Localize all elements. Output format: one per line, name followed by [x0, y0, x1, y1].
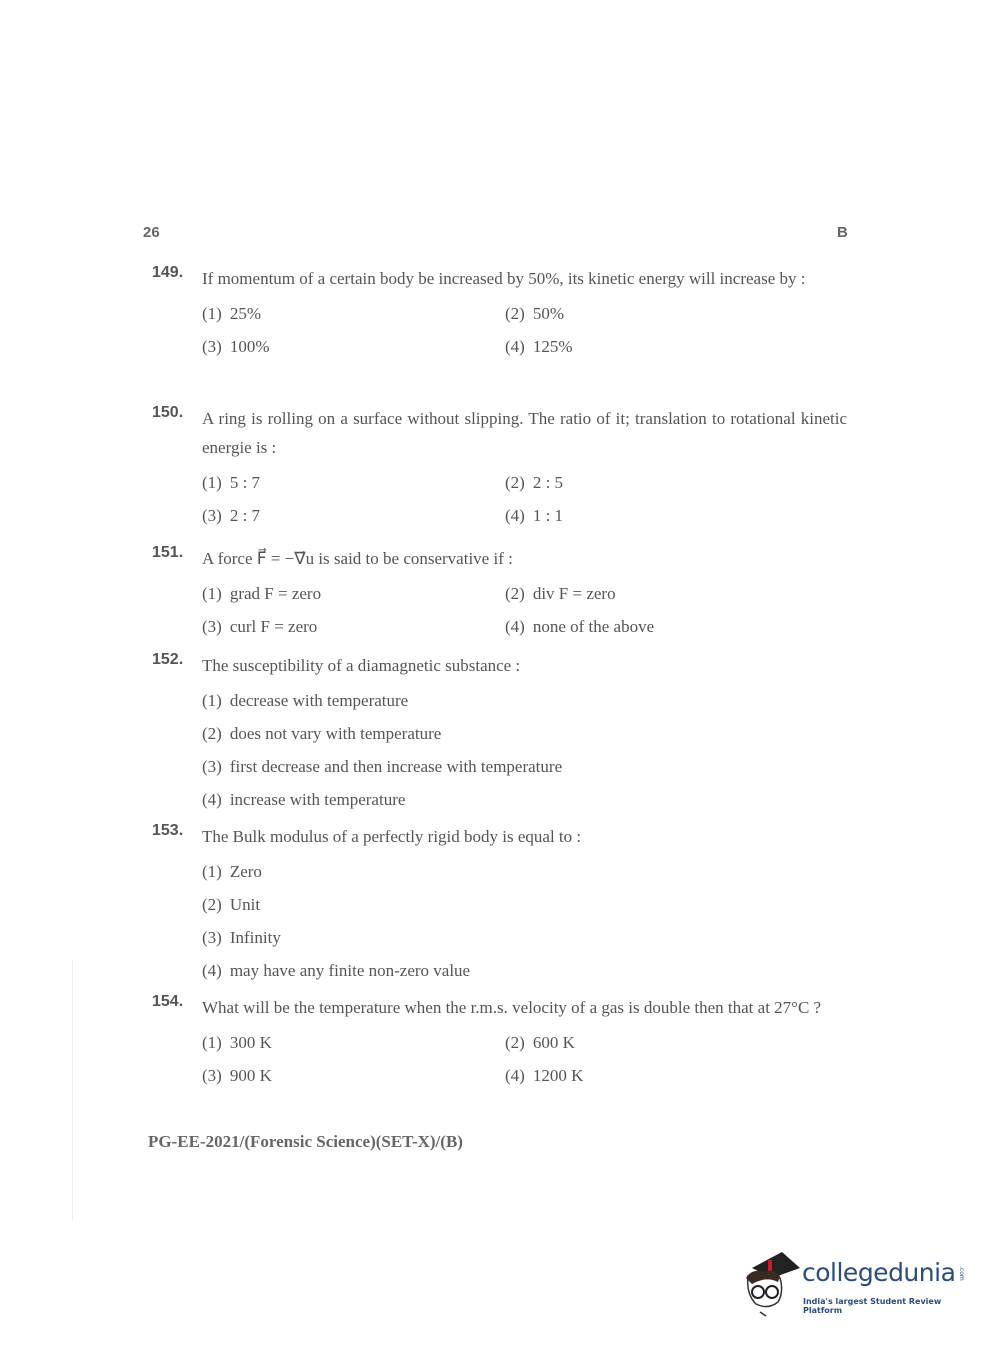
option-text: Infinity — [229, 928, 281, 947]
option-number: (3) — [202, 928, 222, 947]
question-text: If momentum of a certain body be increased by 50%, its kinetic energy will increase by : — [202, 269, 806, 288]
option-1 — [202, 297, 505, 330]
option-3 — [202, 750, 847, 783]
option-4 — [505, 1059, 847, 1092]
logo-tagline: India's largest Student Review Platform — [803, 1297, 942, 1315]
option-1 — [202, 684, 847, 717]
question-number: 149. — [152, 264, 184, 281]
option-2 — [202, 717, 847, 750]
question-text: A ring is rolling on a surface without slipping. The ratio of it; translation to rotational kinetic energie is : — [202, 409, 847, 457]
option-4 — [202, 954, 847, 987]
options — [202, 466, 847, 532]
option-text: 1200 K — [532, 1066, 584, 1085]
option-number: (4) — [505, 337, 525, 356]
question-number: 150. — [152, 404, 184, 421]
question-152 — [152, 651, 847, 816]
collegedunia-logo — [742, 1250, 972, 1320]
option-number: (3) — [202, 757, 222, 776]
option-number: (4) — [505, 506, 525, 525]
option-text: 5 : 7 — [229, 473, 261, 492]
option-number: (1) — [202, 584, 222, 603]
option-4 — [505, 499, 847, 532]
option-4 — [505, 610, 847, 643]
option-number: (2) — [505, 1033, 525, 1052]
option-1 — [202, 577, 505, 610]
option-number: (3) — [202, 506, 222, 525]
question-149 — [152, 264, 847, 363]
option-number: (3) — [202, 337, 222, 356]
option-number: (4) — [505, 617, 525, 636]
option-3 — [202, 610, 505, 643]
options — [202, 684, 847, 816]
option-text: does not vary with temperature — [229, 724, 442, 743]
option-text: 125% — [532, 337, 573, 356]
option-text: 50% — [532, 304, 564, 323]
option-text: may have any finite non-zero value — [229, 961, 471, 980]
question-153 — [152, 822, 847, 987]
option-number: (3) — [202, 617, 222, 636]
option-2 — [505, 297, 847, 330]
option-text: grad F = zero — [229, 584, 322, 603]
option-number: (2) — [505, 584, 525, 603]
options — [202, 1026, 847, 1092]
question-number: 154. — [152, 993, 184, 1010]
option-text: curl F = zero — [229, 617, 318, 636]
option-3 — [202, 1059, 505, 1092]
option-text: 900 K — [229, 1066, 272, 1085]
option-4 — [505, 330, 847, 363]
question-number: 152. — [152, 651, 184, 668]
option-2 — [505, 466, 847, 499]
option-number: (1) — [202, 1033, 222, 1052]
option-text: 1 : 1 — [532, 506, 564, 525]
option-number: (1) — [202, 862, 222, 881]
options — [202, 855, 847, 987]
option-text: 600 K — [532, 1033, 575, 1052]
option-1 — [202, 466, 505, 499]
option-number: (1) — [202, 473, 222, 492]
set-label: B — [837, 224, 848, 241]
paper-code-footer: PG-EE-2021/(Forensic Science)(SET-X)/(B) — [148, 1132, 463, 1151]
option-text: increase with temperature — [229, 790, 406, 809]
option-2 — [505, 577, 847, 610]
option-number: (4) — [505, 1066, 525, 1085]
question-150 — [152, 404, 847, 532]
question-number: 151. — [152, 544, 184, 561]
logo-suffix: .com — [958, 1266, 965, 1281]
option-text: div F = zero — [532, 584, 616, 603]
question-text: What will be the temperature when the r.m.s. velocity of a gas is double then that at 27°C ? — [202, 998, 822, 1017]
option-text: 100% — [229, 337, 270, 356]
option-number: (1) — [202, 691, 222, 710]
option-text: 2 : 7 — [229, 506, 261, 525]
option-number: (2) — [202, 895, 222, 914]
option-2 — [505, 1026, 847, 1059]
option-text: 2 : 5 — [532, 473, 564, 492]
option-number: (2) — [505, 304, 525, 323]
option-text: 300 K — [229, 1033, 272, 1052]
question-154 — [152, 993, 847, 1092]
options — [202, 297, 847, 363]
option-text: none of the above — [532, 617, 655, 636]
option-number: (1) — [202, 304, 222, 323]
page-number: 26 — [143, 224, 160, 241]
option-number: (3) — [202, 1066, 222, 1085]
question-151 — [152, 544, 847, 643]
option-text: 25% — [229, 304, 261, 323]
option-text: Zero — [229, 862, 262, 881]
option-3 — [202, 499, 505, 532]
option-1 — [202, 855, 847, 888]
mascot-icon — [742, 1250, 802, 1320]
question-text: The Bulk modulus of a perfectly rigid body is equal to : — [202, 827, 582, 846]
option-text: first decrease and then increase with temperature — [229, 757, 563, 776]
option-3 — [202, 921, 847, 954]
option-text: Unit — [229, 895, 261, 914]
option-number: (2) — [202, 724, 222, 743]
option-3 — [202, 330, 505, 363]
question-text: A force F⃗ = −∇⃗u is said to be conservative if : — [202, 549, 513, 568]
question-number: 153. — [152, 822, 184, 839]
option-2 — [202, 888, 847, 921]
option-1 — [202, 1026, 505, 1059]
option-number: (4) — [202, 961, 222, 980]
question-text: The susceptibility of a diamagnetic substance : — [202, 656, 521, 675]
option-number: (4) — [202, 790, 222, 809]
option-number: (2) — [505, 473, 525, 492]
option-4 — [202, 783, 847, 816]
options — [202, 577, 847, 643]
scan-margin-line — [72, 960, 73, 1220]
logo-wordmark: collegedunia — [802, 1258, 956, 1287]
option-text: decrease with temperature — [229, 691, 409, 710]
